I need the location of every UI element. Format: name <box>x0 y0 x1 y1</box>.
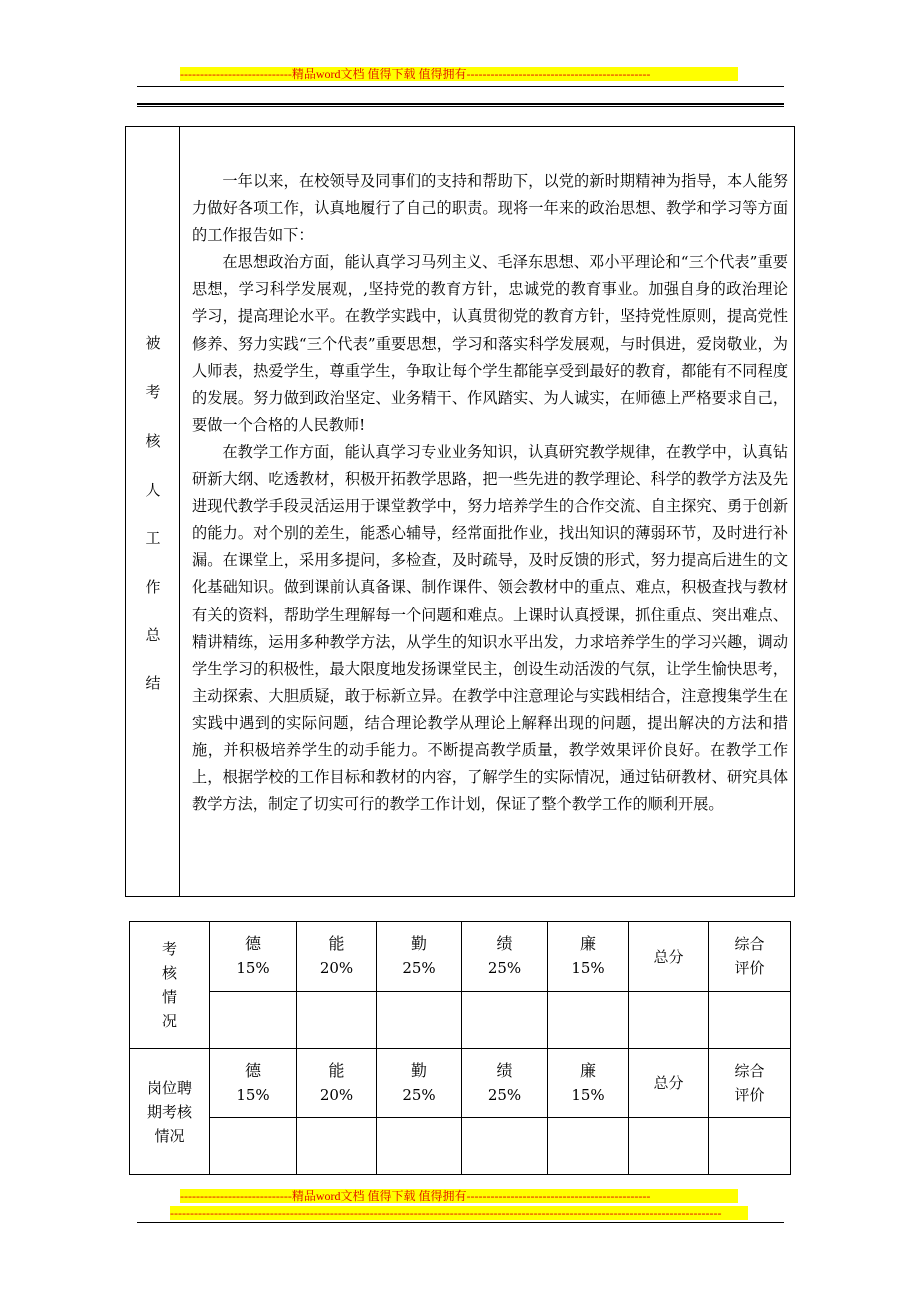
score-cell[interactable] <box>210 1118 297 1175</box>
score-cell[interactable] <box>548 1118 629 1175</box>
criterion-de: 德 15% <box>210 922 297 992</box>
evaluation-table <box>129 921 791 1175</box>
criterion-qin: 勤 25% <box>377 1049 462 1118</box>
label-char: 人 <box>145 481 161 499</box>
criterion-qin: 勤 25% <box>377 922 462 992</box>
total-score-header: 总分 <box>629 1049 709 1118</box>
work-summary-label <box>126 127 180 896</box>
criterion-lian: 廉 15% <box>548 1049 629 1118</box>
label-char: 作 <box>145 578 161 596</box>
score-cell[interactable] <box>462 992 548 1049</box>
criterion-ji: 绩 25% <box>462 922 548 992</box>
score-cell[interactable] <box>629 992 709 1049</box>
footer-rule <box>137 1222 784 1223</box>
header-rule-thin <box>137 106 784 107</box>
score-cell[interactable] <box>377 992 462 1049</box>
summary-paragraph-teaching: 在教学工作方面，能认真学习专业业务知识，认真研究教学规律，在教学中，认真钻研新大纲、吃透教材，积极开拓教学思路，把一些先进的教学理论、科学的教学方法及先进现代教学手段灵活运用于课堂教学中，努力培养学生的合作交流、自主探究、勇于创新的能力。对个别的差生，能悉心辅导，经常面批作业，找出知识的薄弱环节，及时进行补漏。在课堂上，采用多提问，多检查，及时疏导，及时反馈的形式，努力提高后进生的文化基础知识。做到课前认真备课、制作课件、领会教材中的重点、难点，积极查找与教材有关的资料，帮助学生理解每一个问题和难点。上课时认真授课，抓住重点、突出难点、精讲精练，运用多种教学方法，从学生的知识水平出发，力求培养学生的学习兴趣，调动学生学习的积极性，最大限度地发扬课堂民主，创设生动活泼的气氛，让学生愉快思考，主动探索、大胆质疑，敢于标新立异。在教学中注意理论与实践相结合，注意搜集学生在实践中遇到的实际问题，结合理论教学从理论上解释出现的问题，提出解决的方法和措施，并积极培养学生的动手能力。不断提高教学质量，教学效果评价良好。在教学工作上，根据学校的工作目标和教材的内容，了解学生的实际情况，通过钻研教材、研究具体教学方法，制定了切实可行的教学工作计划，保证了整个教学工作的顺利开展。 <box>192 442 788 814</box>
score-cell[interactable] <box>709 1118 791 1175</box>
label-char: 总 <box>145 626 161 644</box>
score-cell[interactable] <box>377 1118 462 1175</box>
score-cell[interactable] <box>297 1118 377 1175</box>
assessment-label: 考 核 情 况 <box>130 922 210 1049</box>
score-cell[interactable] <box>709 992 791 1049</box>
label-char: 工 <box>145 529 161 547</box>
criterion-neng: 能 20% <box>297 1049 377 1118</box>
score-cell[interactable] <box>629 1118 709 1175</box>
label-char: 被 <box>145 334 161 352</box>
footer-banner: ----------------------------精品word文档 值得下载 值得拥有---------------------------------------------- <box>180 1189 738 1203</box>
post-assessment-label: 岗位聘 期考核 情况 <box>130 1049 210 1175</box>
score-cell[interactable] <box>462 1118 548 1175</box>
footer-dashes: ------------------------------------------------------------------------------------------------------------------------------------------ <box>170 1206 748 1220</box>
summary-paragraph-intro: 一年以来，在校领导及同事们的支持和帮助下，以党的新时期精神为指导，本人能努力做好各项工作，认真地履行了自己的职责。现将一年来的政治思想、教学和学习等方面的工作报告如下： <box>192 172 788 245</box>
overall-evaluation-header: 综合 评价 <box>709 1049 791 1118</box>
label-char: 结 <box>145 674 161 692</box>
header-banner: ----------------------------精品word文档 值得下载 值得拥有---------------------------------------------- <box>180 67 738 81</box>
criterion-de: 德 15% <box>210 1049 297 1118</box>
total-score-header: 总分 <box>629 922 709 992</box>
criterion-ji: 绩 25% <box>462 1049 548 1118</box>
label-char: 核 <box>145 432 161 450</box>
work-summary-text <box>192 168 788 818</box>
criterion-lian: 廉 15% <box>548 922 629 992</box>
overall-evaluation-header: 综合 评价 <box>709 922 791 992</box>
score-cell[interactable] <box>297 992 377 1049</box>
header-rule-top <box>137 86 784 87</box>
criterion-neng: 能 20% <box>297 922 377 992</box>
summary-paragraph-politics: 在思想政治方面，能认真学习马列主义、毛泽东思想、邓小平理论和“三个代表”重要思想，学习科学发展观，,坚持党的教育方针，忠诚党的教育事业。加强自身的政治理论学习，提高理论水平。在教学实践中，认真贯彻党的教育方针，坚持党性原则，提高党性修养、努力实践“三个代表”重要思想，学习和落实科学发展观，与时俱进，爱岗敬业，为人师表，热爱学生，尊重学生，争取让每个学生都能享受到最好的教育，都能有不同程度的发展。努力做到政治坚定、业务精干、作风踏实、为人诚实，在师德上严格要求自己，要做一个合格的人民教师! <box>192 253 788 434</box>
score-cell[interactable] <box>210 992 297 1049</box>
work-summary-table <box>125 126 795 897</box>
label-char: 考 <box>145 383 161 401</box>
header-rule-thick <box>137 103 784 105</box>
score-cell[interactable] <box>548 992 629 1049</box>
